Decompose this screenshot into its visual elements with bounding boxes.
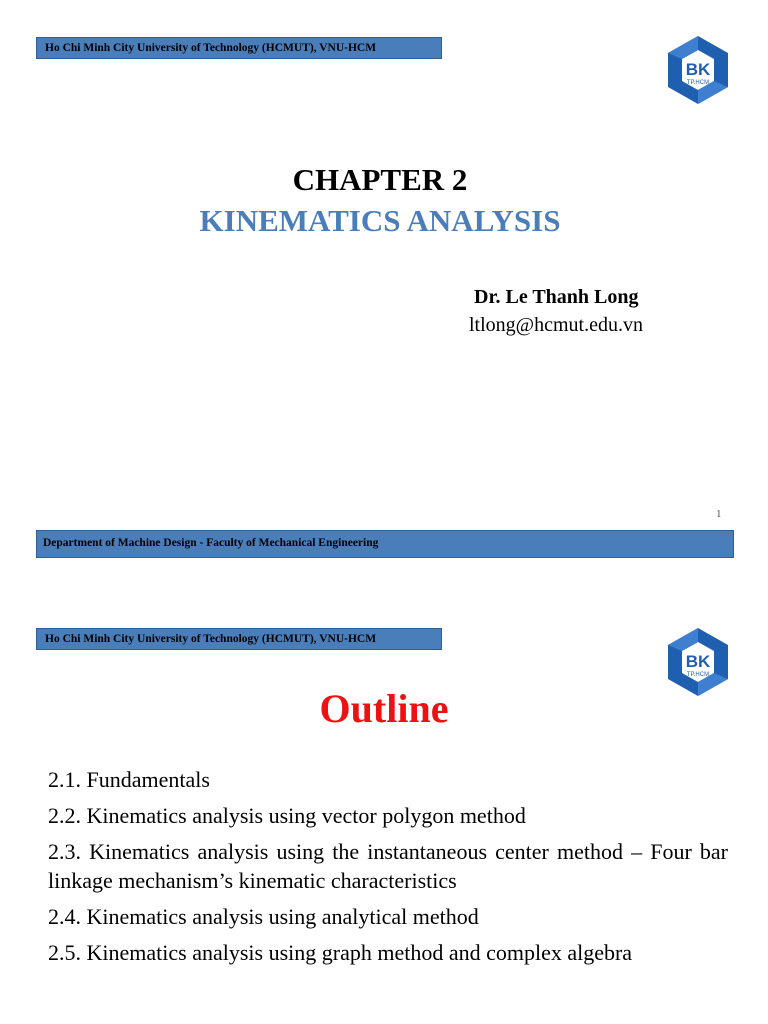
outline-item: 2.2. Kinematics analysis using vector polygon method (48, 803, 526, 828)
slide-separator (0, 570, 768, 590)
outline-slide (0, 590, 768, 1024)
outline-item: 2.3. Kinematics analysis using the instantaneous center method – Four bar linkage mechanism’s kinematic characteristics (48, 839, 728, 893)
outline-title: Outline (319, 686, 449, 731)
logo-subtext: TP.HCM (686, 672, 710, 678)
author-email[interactable]: ltlong@hcmut.edu.vn (469, 314, 643, 336)
author-name: Dr. Le Thanh Long (474, 286, 639, 308)
outline-list (48, 765, 728, 974)
university-banner: Ho Chi Minh City University of Technology (HCMUT), VNU-HCM (36, 37, 442, 59)
chapter-title: CHAPTER 2 (292, 162, 468, 197)
logo-text: BK (685, 652, 711, 671)
chapter-subtitle: KINEMATICS ANALYSIS (199, 203, 561, 238)
logo-subtext: TP.HCM (686, 80, 710, 86)
department-banner: Department of Machine Design - Faculty of Mechanical Engineering (36, 530, 734, 558)
outline-item: 2.5. Kinematics analysis using graph method and complex algebra (48, 940, 633, 965)
outline-item: 2.1. Fundamentals (48, 767, 210, 792)
university-banner: Ho Chi Minh City University of Technology (HCMUT), VNU-HCM (36, 628, 442, 650)
logo-text: BK (685, 60, 711, 79)
outline-item: 2.4. Kinematics analysis using analytical method (48, 904, 479, 929)
bk-logo (662, 34, 734, 106)
page-number: 1 (716, 508, 722, 520)
